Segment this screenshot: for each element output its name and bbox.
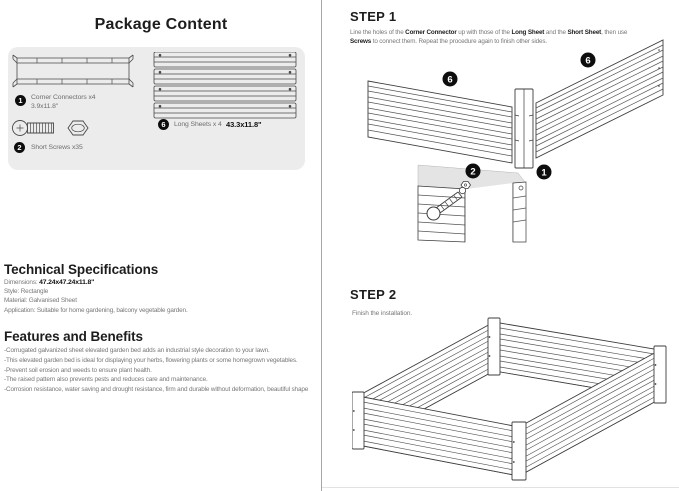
label-6-right: 6 <box>585 55 591 67</box>
inset-left-wall <box>418 186 465 242</box>
corner-post-left <box>352 392 364 449</box>
spec-dimensions-value: 47.24x47.24x11.8" <box>39 279 95 286</box>
spec-style: Style: Rectangle <box>4 288 49 296</box>
specs-list <box>4 278 188 315</box>
long-sheets-drawing <box>153 52 299 120</box>
step1-text: , then use <box>601 29 628 36</box>
item-label: Corner Connectors x4 <box>31 94 96 101</box>
inset-connector-face <box>465 183 513 242</box>
step1-text-bold: Screws <box>350 38 372 45</box>
label-1: 1 <box>541 167 547 179</box>
features-list <box>4 346 308 395</box>
screw-and-nut-drawing <box>10 113 98 143</box>
label-2: 2 <box>470 166 476 178</box>
feature-bullet: -Corrosion resistance, water saving and drought resistance, firm and durable without deformation, beautiful shape <box>4 386 309 394</box>
step1-text-bold: Corner Connector <box>405 29 457 36</box>
corner-post-front <box>512 422 526 480</box>
specs-title: Technical Specifications <box>4 262 159 277</box>
corner-post-back <box>488 318 500 375</box>
spec-dimensions <box>4 278 188 287</box>
right-sheet-panel <box>536 40 663 158</box>
item-number-badge: 1 <box>15 95 26 106</box>
spec-application: Application: Suitable for home gardening, balcony vegetable garden. <box>4 306 188 314</box>
label-6-left: 6 <box>447 74 453 86</box>
item-number-badge: 2 <box>14 142 25 153</box>
step2-caption: Finish the installation. <box>352 310 413 317</box>
feature-bullet: -The raised pattern also prevents pests and reduces care and maintenance. <box>4 376 208 384</box>
sheet <box>154 86 296 101</box>
features-title: Features and Benefits <box>4 329 143 344</box>
package-content-title: Package Content <box>94 16 228 33</box>
corner-connector-post <box>515 89 533 168</box>
step1-text: Line the holes of the <box>350 29 406 36</box>
feature-bullet: -Prevent soil erosion and weeds to ensure plant health. <box>4 366 152 374</box>
step1-diagram <box>350 38 679 260</box>
item-number-badge: 6 <box>158 119 169 130</box>
step1-text-bold: Short Sheet <box>567 29 602 36</box>
corner-connector-drawing <box>12 53 134 89</box>
feature-bullet: -This elevated garden bed is ideal for displaying your herbs, flowering plants or some homegrown vegetables. <box>4 356 298 364</box>
item-label: Long Sheets x 4 <box>174 121 222 128</box>
step1-title: STEP 1 <box>350 9 397 24</box>
step1-text: to connect them. Repeat the procedure again to finish other sides. <box>371 38 547 45</box>
label-screw <box>466 164 481 179</box>
spec-material: Material: Galvanised Sheet <box>4 297 77 305</box>
item-dims: 3.9x11.8" <box>31 103 59 110</box>
step2-title: STEP 2 <box>350 287 397 302</box>
corner-post-right <box>654 346 666 403</box>
step1-text-bold: Long Sheet <box>511 29 545 36</box>
item-label: Short Screws x35 <box>31 144 83 151</box>
inset-right-wall <box>513 182 526 242</box>
left-sheet-panel <box>368 81 512 163</box>
sheet <box>154 52 296 67</box>
step1-text: up with those of the <box>456 29 512 36</box>
label-long-sheet-left <box>443 72 458 87</box>
column-divider <box>321 0 322 491</box>
item-dims: 43.3x11.8" <box>226 120 262 129</box>
bottom-divider <box>322 487 679 488</box>
feature-bullet: -Corrugated galvanized sheet elevated garden bed adds an industrial style decoration to your lawn. <box>4 347 270 354</box>
spec-dimensions-label: Dimensions: <box>4 279 40 286</box>
step2-diagram <box>352 316 674 484</box>
label-corner-connector <box>537 165 552 180</box>
sheet <box>154 103 296 118</box>
sheet <box>154 69 296 84</box>
label-long-sheet-right <box>581 53 596 68</box>
step1-text: and the <box>544 29 568 36</box>
